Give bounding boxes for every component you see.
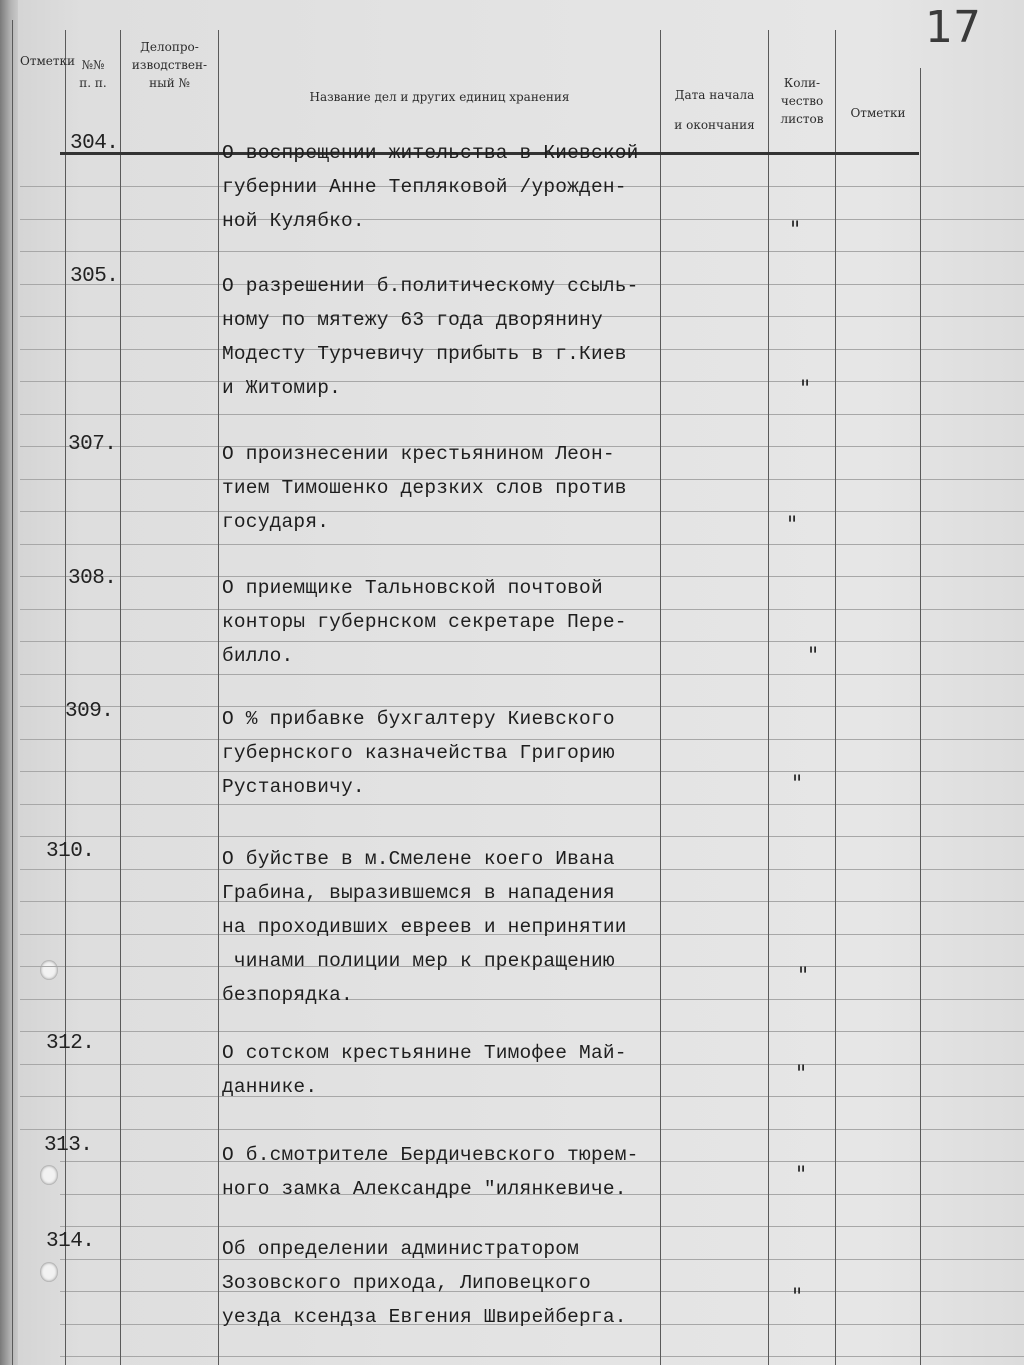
header-title: Название дел и других единиц хранения	[309, 90, 570, 104]
ruled-line	[60, 1226, 1024, 1227]
entry-number: 308.	[68, 567, 117, 590]
sheets-ditto-mark: "	[792, 1285, 803, 1310]
entry-number: 313.	[44, 1134, 93, 1157]
ruled-line	[20, 1129, 1024, 1130]
column-divider	[768, 30, 769, 1365]
ruled-line	[20, 836, 1024, 837]
ruled-line	[60, 1356, 1024, 1357]
column-divider	[218, 30, 219, 1365]
header-office-number: Делопро- изводствен- ный №	[131, 40, 208, 90]
column-divider	[920, 68, 921, 1365]
ruled-line	[20, 804, 1024, 805]
ruled-line	[20, 251, 1024, 252]
entry-number: 309.	[65, 700, 114, 723]
entry-title: О б.смотрителе Бердичевского тюрем- ного замка Александре "илянкевиче.	[222, 1144, 639, 1200]
header-sheets: Коли- чество листов	[780, 76, 824, 126]
sheets-ditto-mark: "	[790, 218, 801, 243]
sheets-ditto-mark: "	[808, 644, 819, 669]
sheets-ditto-mark: "	[792, 772, 803, 797]
entry-number: 304.	[70, 132, 119, 155]
header-number: №№ п. п.	[79, 58, 107, 90]
ruled-line	[20, 414, 1024, 415]
folio-number: 17	[925, 2, 981, 53]
entry-number: 305.	[70, 265, 119, 288]
entry-title: О разрешении б.политическому ссыль- ному по мятежу 63 года дворянину Модесту Турчевичу прибыть в г.Киев и Житомир.	[222, 275, 639, 399]
column-divider	[835, 30, 836, 1365]
entry-number: 307.	[68, 433, 117, 456]
column-divider	[65, 30, 66, 1365]
entry-title: О % прибавке бухгалтеру Киевского губернского казначейства Григорию Рустановичу.	[222, 708, 615, 798]
sheets-ditto-mark: "	[800, 377, 811, 402]
column-divider	[120, 30, 121, 1365]
entry-title: О воспрещении жительства в Киевской губернии Анне Тепляковой /урожден- ной Кулябко.	[222, 142, 639, 232]
sheets-ditto-mark: "	[796, 1163, 807, 1188]
punch-hole	[40, 960, 58, 980]
punch-hole	[40, 1165, 58, 1185]
sheets-ditto-mark: "	[796, 1062, 807, 1087]
header-remarks-right: Отметки	[850, 106, 906, 120]
sheets-ditto-mark: "	[798, 964, 809, 989]
binding-edge	[0, 0, 18, 1365]
header-dates: Дата начала и окончания	[674, 88, 755, 132]
header-remarks-left: Отметки	[20, 54, 76, 68]
ruled-line	[20, 674, 1024, 675]
ruled-line	[20, 544, 1024, 545]
entry-title: О приемщике Тальновской почтовой конторы губернском секретаре Пере- билло.	[222, 577, 627, 667]
entry-title: О сотском крестьянине Тимофее Май- даннике.	[222, 1042, 627, 1098]
entry-title: О произнесении крестьянином Леон- тием Тимошенко дерзких слов против государя.	[222, 443, 627, 533]
entry-number: 314.	[46, 1230, 95, 1253]
punch-hole	[40, 1262, 58, 1282]
sheets-ditto-mark: "	[787, 513, 798, 538]
column-divider	[12, 20, 13, 1365]
entry-title: О буйстве в м.Смелене коего Ивана Грабина, выразившемся в нападения на проходивших евреев и непринятии чинами полиции мер к прекращению безпорядка.	[222, 848, 627, 1006]
entry-title: Об определении администратором Зозовского прихода, Липовецкого уезда ксендза Евгения Швирейберга.	[222, 1238, 627, 1328]
ruled-line	[20, 1031, 1024, 1032]
entry-number: 310.	[46, 840, 95, 863]
entry-number: 312.	[46, 1032, 95, 1055]
